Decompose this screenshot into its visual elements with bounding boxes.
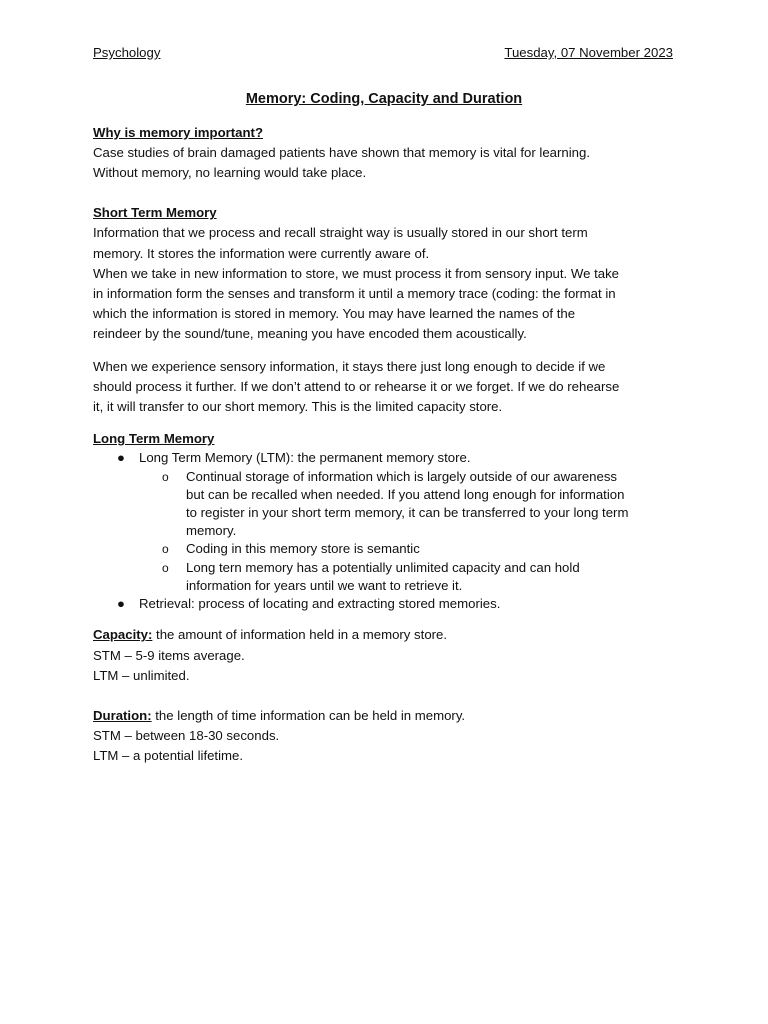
bullet-icon: ●: [117, 450, 125, 466]
ltm-bullet-list: [93, 449, 678, 613]
capacity-definition: [93, 625, 678, 645]
sub-bullet-line: to register in your short term memory, it can be transferred to your long term: [186, 505, 629, 521]
spacer: [93, 345, 678, 357]
stm-line: reindeer by the sound/tune, meaning you have encoded them acoustically.: [93, 326, 527, 342]
subject-label: Psychology: [93, 45, 161, 60]
stm-line: which the information is stored in memory. You may have learned the names of the: [93, 306, 576, 322]
circle-bullet-icon: o: [162, 542, 169, 557]
sub-bullet-line: Continual storage of information which is largely outside of our awareness: [186, 468, 618, 484]
stm-line: memory. It stores the information were currently aware of.: [93, 245, 430, 261]
stm-line: it, it will transfer to our short memory. This is the limited capacity store.: [93, 399, 503, 415]
sub-bullet-line: but can be recalled when needed. If you attend long enough for information: [186, 486, 625, 502]
spacer: [93, 613, 678, 625]
list-item: [139, 559, 678, 595]
sub-bullet-line: information for years until we want to retrieve it.: [186, 577, 463, 593]
spacer: [93, 417, 678, 429]
spacer: [93, 183, 678, 203]
circle-bullet-icon: o: [162, 560, 169, 575]
stm-line: in information form the senses and transform it until a memory trace (coding: the format in: [93, 286, 616, 302]
duration-text: the length of time information can be held in memory.: [151, 708, 466, 724]
list-item: [139, 468, 678, 541]
why-heading: Why is memory important?: [93, 125, 263, 140]
stm-line: When we take in new information to store, we must process it from sensory input. We take: [93, 265, 620, 281]
capacity-ltm: LTM – unlimited.: [93, 667, 190, 683]
bullet-text: Long Term Memory (LTM): the permanent memory store.: [139, 450, 471, 466]
duration-ltm: LTM – a potential lifetime.: [93, 748, 244, 764]
why-line: Case studies of brain damaged patients have shown that memory is vital for learning.: [93, 145, 590, 160]
duration-definition: [93, 706, 678, 726]
bullet-text: Retrieval: process of locating and extracting stored memories.: [139, 596, 501, 612]
circle-bullet-icon: o: [162, 469, 169, 484]
page-header: [93, 44, 673, 62]
sub-bullet-line: memory.: [186, 523, 237, 539]
duration-label: Duration:: [93, 708, 152, 724]
stm-line: Information that we process and recall straight way is usually stored in our short term: [93, 225, 588, 241]
stm-heading: Short Term Memory: [93, 205, 217, 221]
page-title: Memory: Coding, Capacity and Duration: [245, 91, 523, 107]
why-line: Without memory, no learning would take place.: [93, 165, 367, 181]
ltm-sub-list: [139, 468, 678, 595]
capacity-stm: STM – 5-9 items average.: [93, 647, 245, 663]
spacer: [93, 686, 678, 706]
list-item: [139, 540, 678, 558]
capacity-label: Capacity:: [93, 627, 153, 643]
date-label: Tuesday, 07 November 2023: [504, 45, 673, 60]
capacity-text: the amount of information held in a memory store.: [152, 627, 448, 643]
list-item: [93, 449, 678, 595]
bullet-icon: ●: [117, 596, 125, 612]
stm-line: should process it further. If we don’t attend to or rehearse it or we forget. If we do rehearse: [93, 378, 620, 394]
duration-stm: STM – between 18-30 seconds.: [93, 728, 280, 744]
sub-bullet-line: Long tern memory has a potentially unlimited capacity and can hold: [186, 559, 580, 575]
sub-bullet-line: Coding in this memory store is semantic: [186, 541, 420, 557]
list-item: [93, 595, 678, 613]
ltm-heading: Long Term Memory: [93, 431, 215, 447]
stm-line: When we experience sensory information, it stays there just long enough to decide if we: [93, 358, 606, 374]
document-body: [93, 123, 678, 767]
